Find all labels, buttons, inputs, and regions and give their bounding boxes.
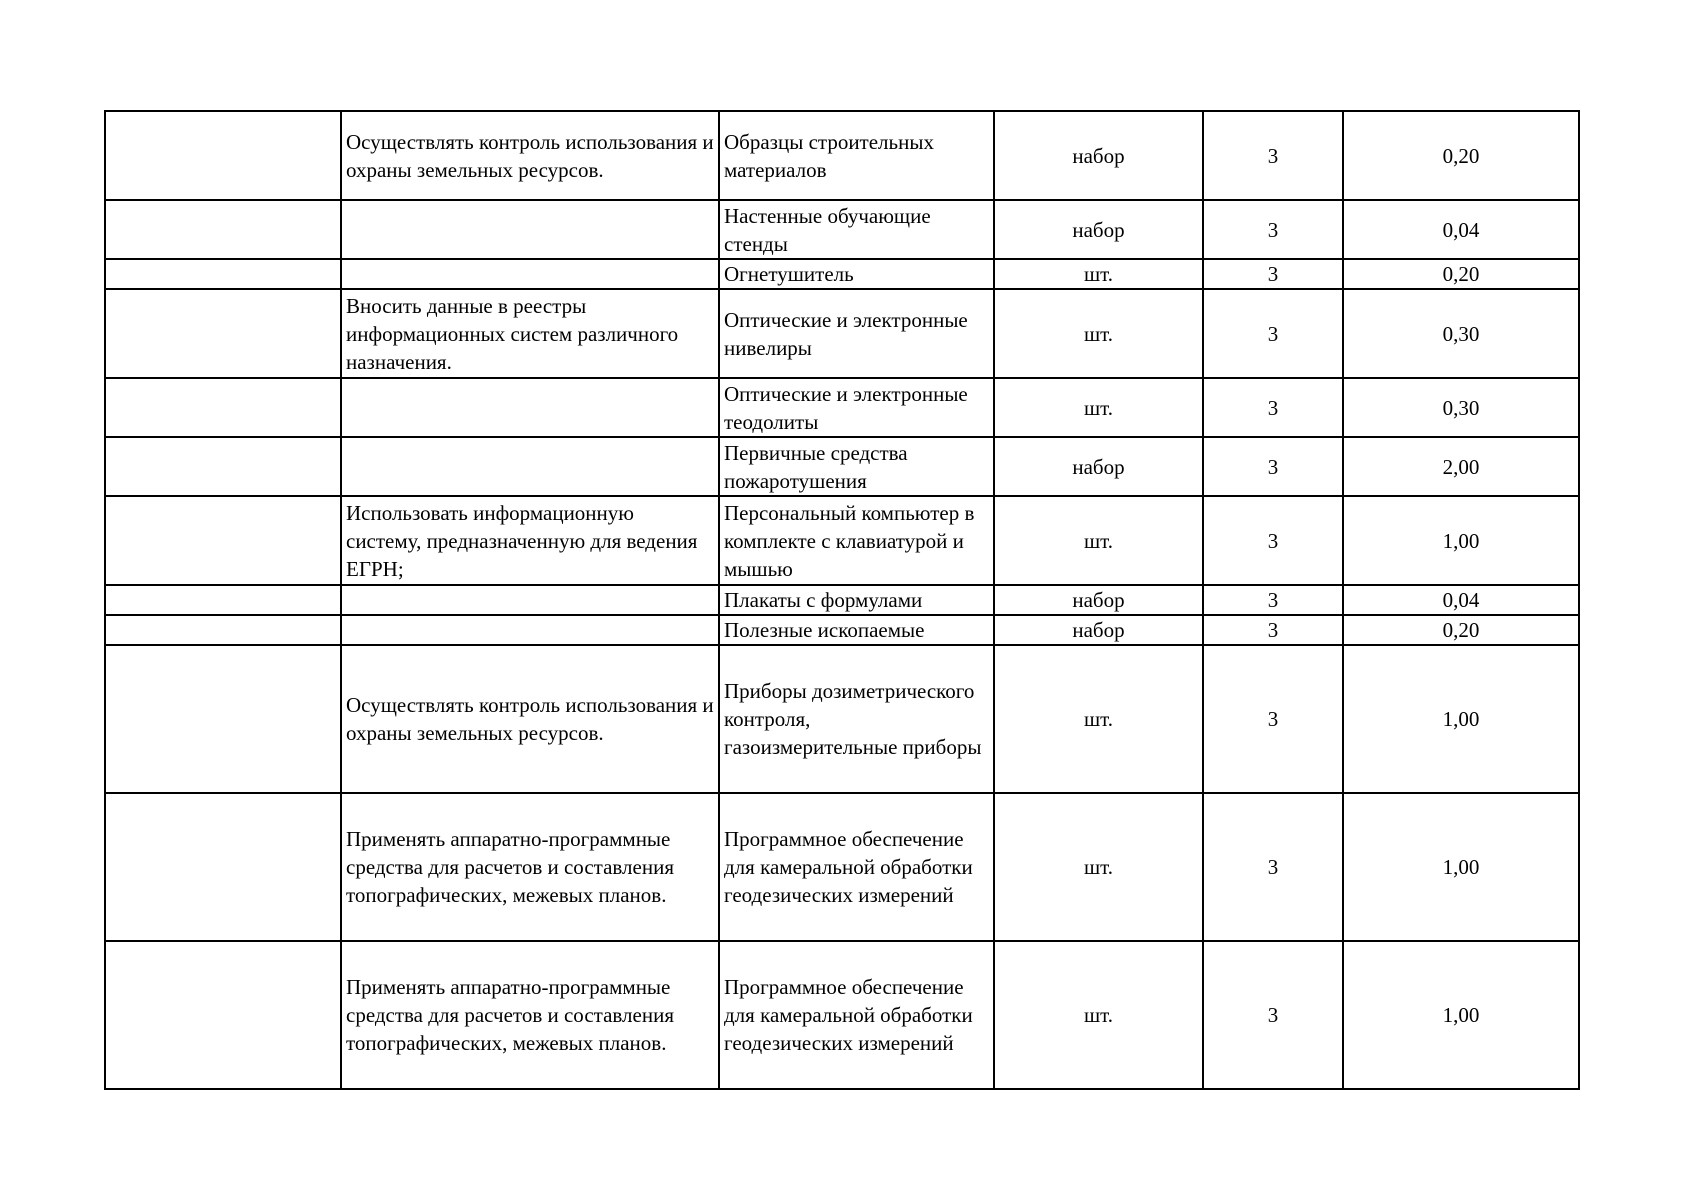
table-row [105, 259, 1579, 289]
count-cell: 3 [1203, 941, 1343, 1089]
competency-cell: Осуществлять контроль использования и охраны земельных ресурсов. [341, 645, 719, 793]
count-cell: 3 [1203, 437, 1343, 496]
table-row [105, 200, 1579, 259]
unit-cell: шт. [994, 259, 1203, 289]
competency-cell [341, 437, 719, 496]
equipment-name-cell: Персональный компьютер в комплекте с клавиатурой и мышью [719, 496, 994, 585]
unit-cell: набор [994, 437, 1203, 496]
unit-cell: набор [994, 615, 1203, 645]
equipment-name-cell: Программное обеспечение для камеральной обработки геодезических измерений [719, 793, 994, 941]
count-cell: 3 [1203, 793, 1343, 941]
equipment-name-cell: Первичные средства пожаротушения [719, 437, 994, 496]
equipment-name-cell: Программное обеспечение для камеральной обработки геодезических измерений [719, 941, 994, 1089]
row-number-cell [105, 200, 341, 259]
competency-cell [341, 200, 719, 259]
equipment-table [104, 110, 1580, 1090]
quantity-cell: 1,00 [1343, 941, 1579, 1089]
unit-cell: шт. [994, 496, 1203, 585]
quantity-cell: 0,20 [1343, 615, 1579, 645]
equipment-name-cell: Приборы дозиметрического контроля, газоизмерительные приборы [719, 645, 994, 793]
unit-cell: шт. [994, 645, 1203, 793]
count-cell: 3 [1203, 585, 1343, 615]
table-row [105, 941, 1579, 1089]
row-number-cell [105, 585, 341, 615]
table-row [105, 378, 1579, 437]
count-cell: 3 [1203, 111, 1343, 200]
unit-cell: шт. [994, 793, 1203, 941]
quantity-cell: 0,20 [1343, 259, 1579, 289]
unit-cell: набор [994, 585, 1203, 615]
equipment-name-cell: Полезные ископаемые [719, 615, 994, 645]
table-row [105, 437, 1579, 496]
row-number-cell [105, 645, 341, 793]
table-row [105, 111, 1579, 200]
competency-cell [341, 259, 719, 289]
quantity-cell: 2,00 [1343, 437, 1579, 496]
count-cell: 3 [1203, 645, 1343, 793]
competency-cell [341, 585, 719, 615]
unit-cell: шт. [994, 941, 1203, 1089]
count-cell: 3 [1203, 615, 1343, 645]
row-number-cell [105, 111, 341, 200]
equipment-name-cell: Оптические и электронные нивелиры [719, 289, 994, 378]
count-cell: 3 [1203, 378, 1343, 437]
row-number-cell [105, 437, 341, 496]
row-number-cell [105, 941, 341, 1089]
quantity-cell: 0,04 [1343, 585, 1579, 615]
competency-cell: Применять аппаратно-программные средства для расчетов и составления топографических, межевых планов. [341, 941, 719, 1089]
table-row [105, 289, 1579, 378]
competency-cell [341, 615, 719, 645]
count-cell: 3 [1203, 200, 1343, 259]
competency-cell: Использовать информационную систему, предназначенную для ведения ЕГРН; [341, 496, 719, 585]
equipment-name-cell: Настенные обучающие стенды [719, 200, 994, 259]
equipment-name-cell: Образцы строительных материалов [719, 111, 994, 200]
unit-cell: набор [994, 111, 1203, 200]
equipment-name-cell: Оптические и электронные теодолиты [719, 378, 994, 437]
quantity-cell: 0,04 [1343, 200, 1579, 259]
row-number-cell [105, 496, 341, 585]
competency-cell: Осуществлять контроль использования и охраны земельных ресурсов. [341, 111, 719, 200]
competency-cell: Вносить данные в реестры информационных систем различного назначения. [341, 289, 719, 378]
table-row [105, 585, 1579, 615]
table-row [105, 793, 1579, 941]
quantity-cell: 1,00 [1343, 496, 1579, 585]
quantity-cell: 0,30 [1343, 378, 1579, 437]
quantity-cell: 1,00 [1343, 793, 1579, 941]
unit-cell: набор [994, 200, 1203, 259]
row-number-cell [105, 289, 341, 378]
unit-cell: шт. [994, 289, 1203, 378]
row-number-cell [105, 378, 341, 437]
row-number-cell [105, 615, 341, 645]
table-row [105, 615, 1579, 645]
row-number-cell [105, 259, 341, 289]
row-number-cell [105, 793, 341, 941]
competency-cell [341, 378, 719, 437]
count-cell: 3 [1203, 496, 1343, 585]
unit-cell: шт. [994, 378, 1203, 437]
quantity-cell: 0,20 [1343, 111, 1579, 200]
equipment-name-cell: Огнетушитель [719, 259, 994, 289]
table-row [105, 645, 1579, 793]
count-cell: 3 [1203, 259, 1343, 289]
quantity-cell: 1,00 [1343, 645, 1579, 793]
table-row [105, 496, 1579, 585]
count-cell: 3 [1203, 289, 1343, 378]
equipment-name-cell: Плакаты с формулами [719, 585, 994, 615]
competency-cell: Применять аппаратно-программные средства для расчетов и составления топографических, межевых планов. [341, 793, 719, 941]
quantity-cell: 0,30 [1343, 289, 1579, 378]
